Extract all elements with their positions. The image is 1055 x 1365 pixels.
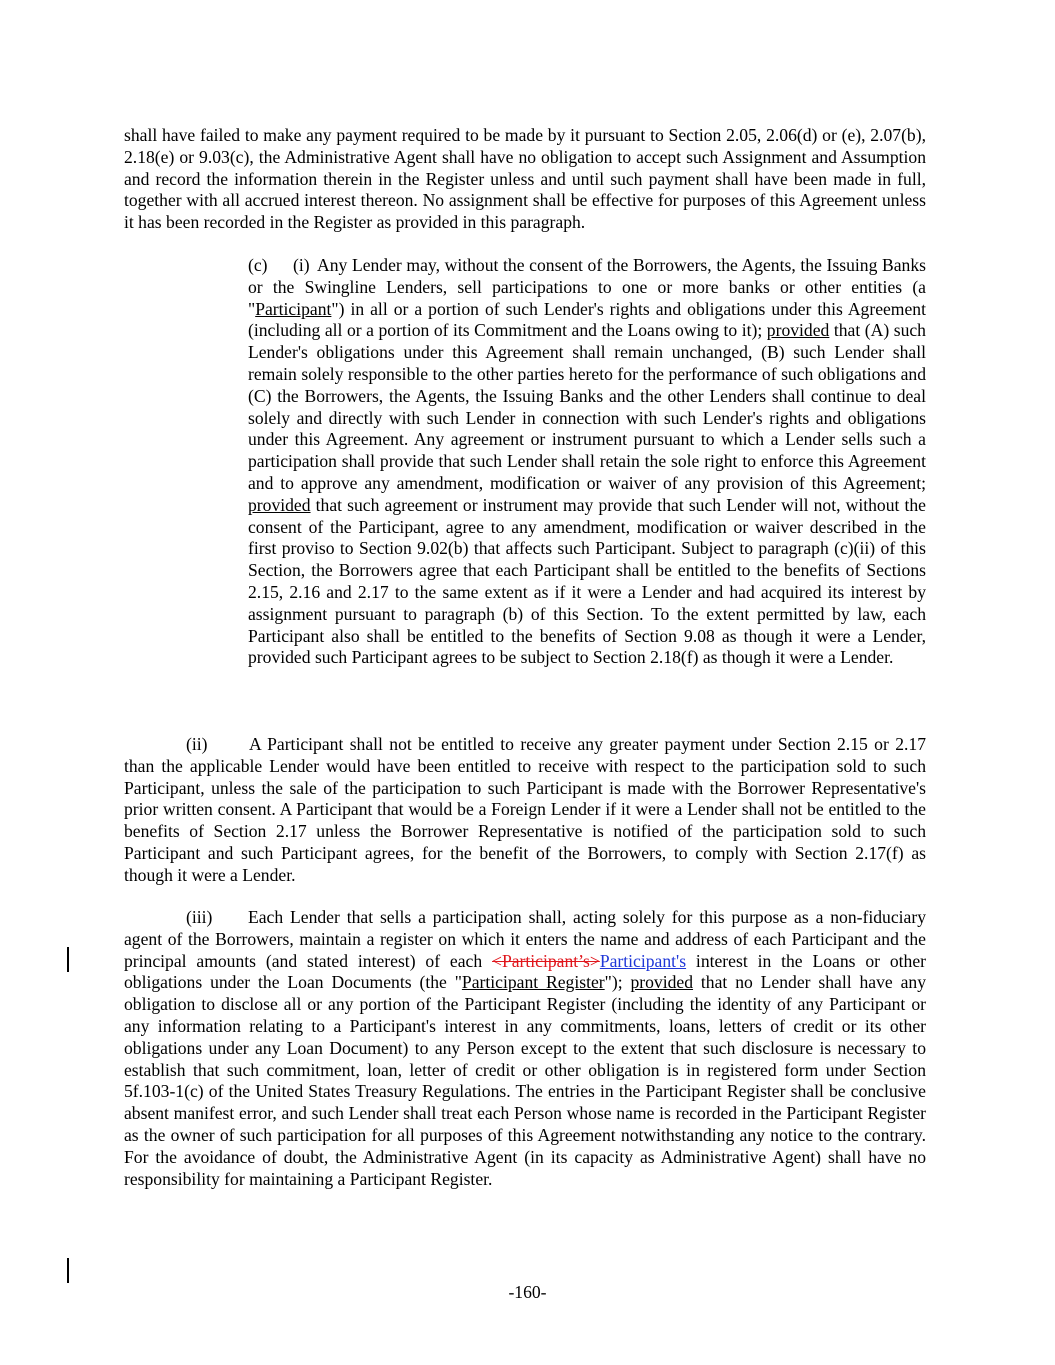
paragraph-c-i bbox=[248, 255, 926, 669]
c-iii-seg2: interest in the Loans or other obligations under the Loan Documents (the " bbox=[124, 950, 927, 993]
c-iii-seg3: "); bbox=[604, 972, 631, 993]
label-c-i: (i) bbox=[293, 255, 310, 275]
page-number: -160- bbox=[508, 1282, 547, 1302]
change-bar bbox=[67, 947, 69, 972]
provided-term: provided bbox=[766, 320, 830, 341]
defined-term-participant: Participant bbox=[255, 298, 332, 319]
c-i-seg2: ") in all or a portion of such Lender's rights and obligations under this Agreement (including all or a portion of its Commitment and the Loans owing to it); bbox=[248, 298, 926, 341]
c-i-seg3: that (A) such Lender's obligations under this Agreement shall remain unchanged, (B) such Lender shall remain solely responsible to the other parties hereto for the performance of such obligations and (C) the Borrowers, the Agents, the Issuing Banks and the other Lenders shall continue to deal solely and directly with such Lender in connection with such Lender's rights and obligations under this Agreement. Any agreement or instrument pursuant to which a Lender sells such a participation shall provide that such Lender shall retain the sole right to enforce this Agreement and to approve any amendment, modification or waiver of any provision of this Agreement; bbox=[248, 320, 926, 493]
label-iii: (iii) bbox=[186, 907, 213, 927]
c-iii-seg1: Each Lender that sells a participation shall, acting solely for this purpose as a non-fiduciary agent of the Borrowers, maintain a register on which it enters the name and address of each Participant and the principal amounts (and stated interest) of each bbox=[124, 907, 926, 971]
defined-term-participant-register: Participant Register bbox=[461, 972, 605, 993]
continued-paragraph bbox=[124, 125, 926, 234]
deleted-text: <Participant’s> bbox=[492, 950, 600, 971]
paragraph-c-iii bbox=[124, 907, 926, 1190]
c-ii-text: A Participant shall not be entitled to receive any greater payment under Section 2.15 or 2.17 than the applicable Lender would have been entitled to receive with respect to the participation sold to such Participant, unless the sale of the participation to such Participant is made with the Borrower Representative's prior written consent. A Participant that would be a Foreign Lender if it were a Lender shall not be entitled to the benefits of Section 2.17 unless the Borrower Representative is notified of the participation sold to such Participant and such Participant agrees, for the benefit of the Borrowers, to comply with Section 2.17(f) as though it were a Lender. bbox=[124, 734, 926, 885]
c-i-seg1: Any Lender may, without the consent of the Borrowers, the Agents, the Issuing Banks or the Swingline Lenders, sell participations to one or more banks or other entities (a " bbox=[248, 255, 926, 319]
label-c: (c) bbox=[248, 255, 268, 275]
label-ii: (ii) bbox=[186, 734, 208, 754]
c-iii-seg4: that no Lender shall have any obligation to disclose all or any portion of the Participant Register (including the identity of any Participant or any information relating to a Participant's interest in any commitments, loans, letters of credit or its other obligations under any Loan Document) to any Person except to the extent that such disclosure is necessary to establish that such commitment, loan, letter of credit or other obligation is in registered form under Section 5f.103-1(c) of the United States Treasury Regulations. The entries in the Participant Register shall be conclusive absent manifest error, and such Lender shall treat each Person whose name is recorded in the Participant Register as the owner of such participation for all purposes of this Agreement notwithstanding any notice to the contrary. For the avoidance of doubt, the Administrative Agent (in its capacity as Administrative Agent) shall have no responsibility for maintaining a Participant Register. bbox=[124, 972, 927, 1189]
change-bar bbox=[67, 1258, 69, 1283]
inserted-text: Participant's bbox=[599, 950, 687, 971]
paragraph-c-ii bbox=[124, 734, 926, 887]
provided-term: provided bbox=[248, 494, 311, 515]
provided-term: provided bbox=[630, 972, 694, 993]
continued-paragraph-text: shall have failed to make any payment required to be made by it pursuant to Section 2.05, 2.06(d) or (e), 2.07(b), 2.18(e) or 9.03(c), the Administrative Agent shall have no obligation to accept such Assignment and Assumption and record the information therein in the Register unless and until such payment shall have been made in full, together with all accrued interest thereon. No assignment shall be effective for purposes of this Agreement unless it has been recorded in the Register as provided in this paragraph. bbox=[124, 125, 926, 233]
c-i-seg4: that such agreement or instrument may provide that such Lender will not, without the consent of the Participant, agree to any amendment, modification or waiver described in the first proviso to Section 9.02(b) that affects such Participant. Subject to paragraph (c)(ii) of this Section, the Borrowers agree that each Participant shall be entitled to the benefits of Sections 2.15, 2.16 and 2.17 to the same extent as if it were a Lender and had acquired its interest by assignment pursuant to paragraph (b) of this Section. To the extent permitted by law, each Participant also shall be entitled to the benefits of Section 9.08 as though it were a Lender, provided such Participant agrees to be subject to Section 2.18(f) as though it were a Lender. bbox=[248, 494, 926, 668]
